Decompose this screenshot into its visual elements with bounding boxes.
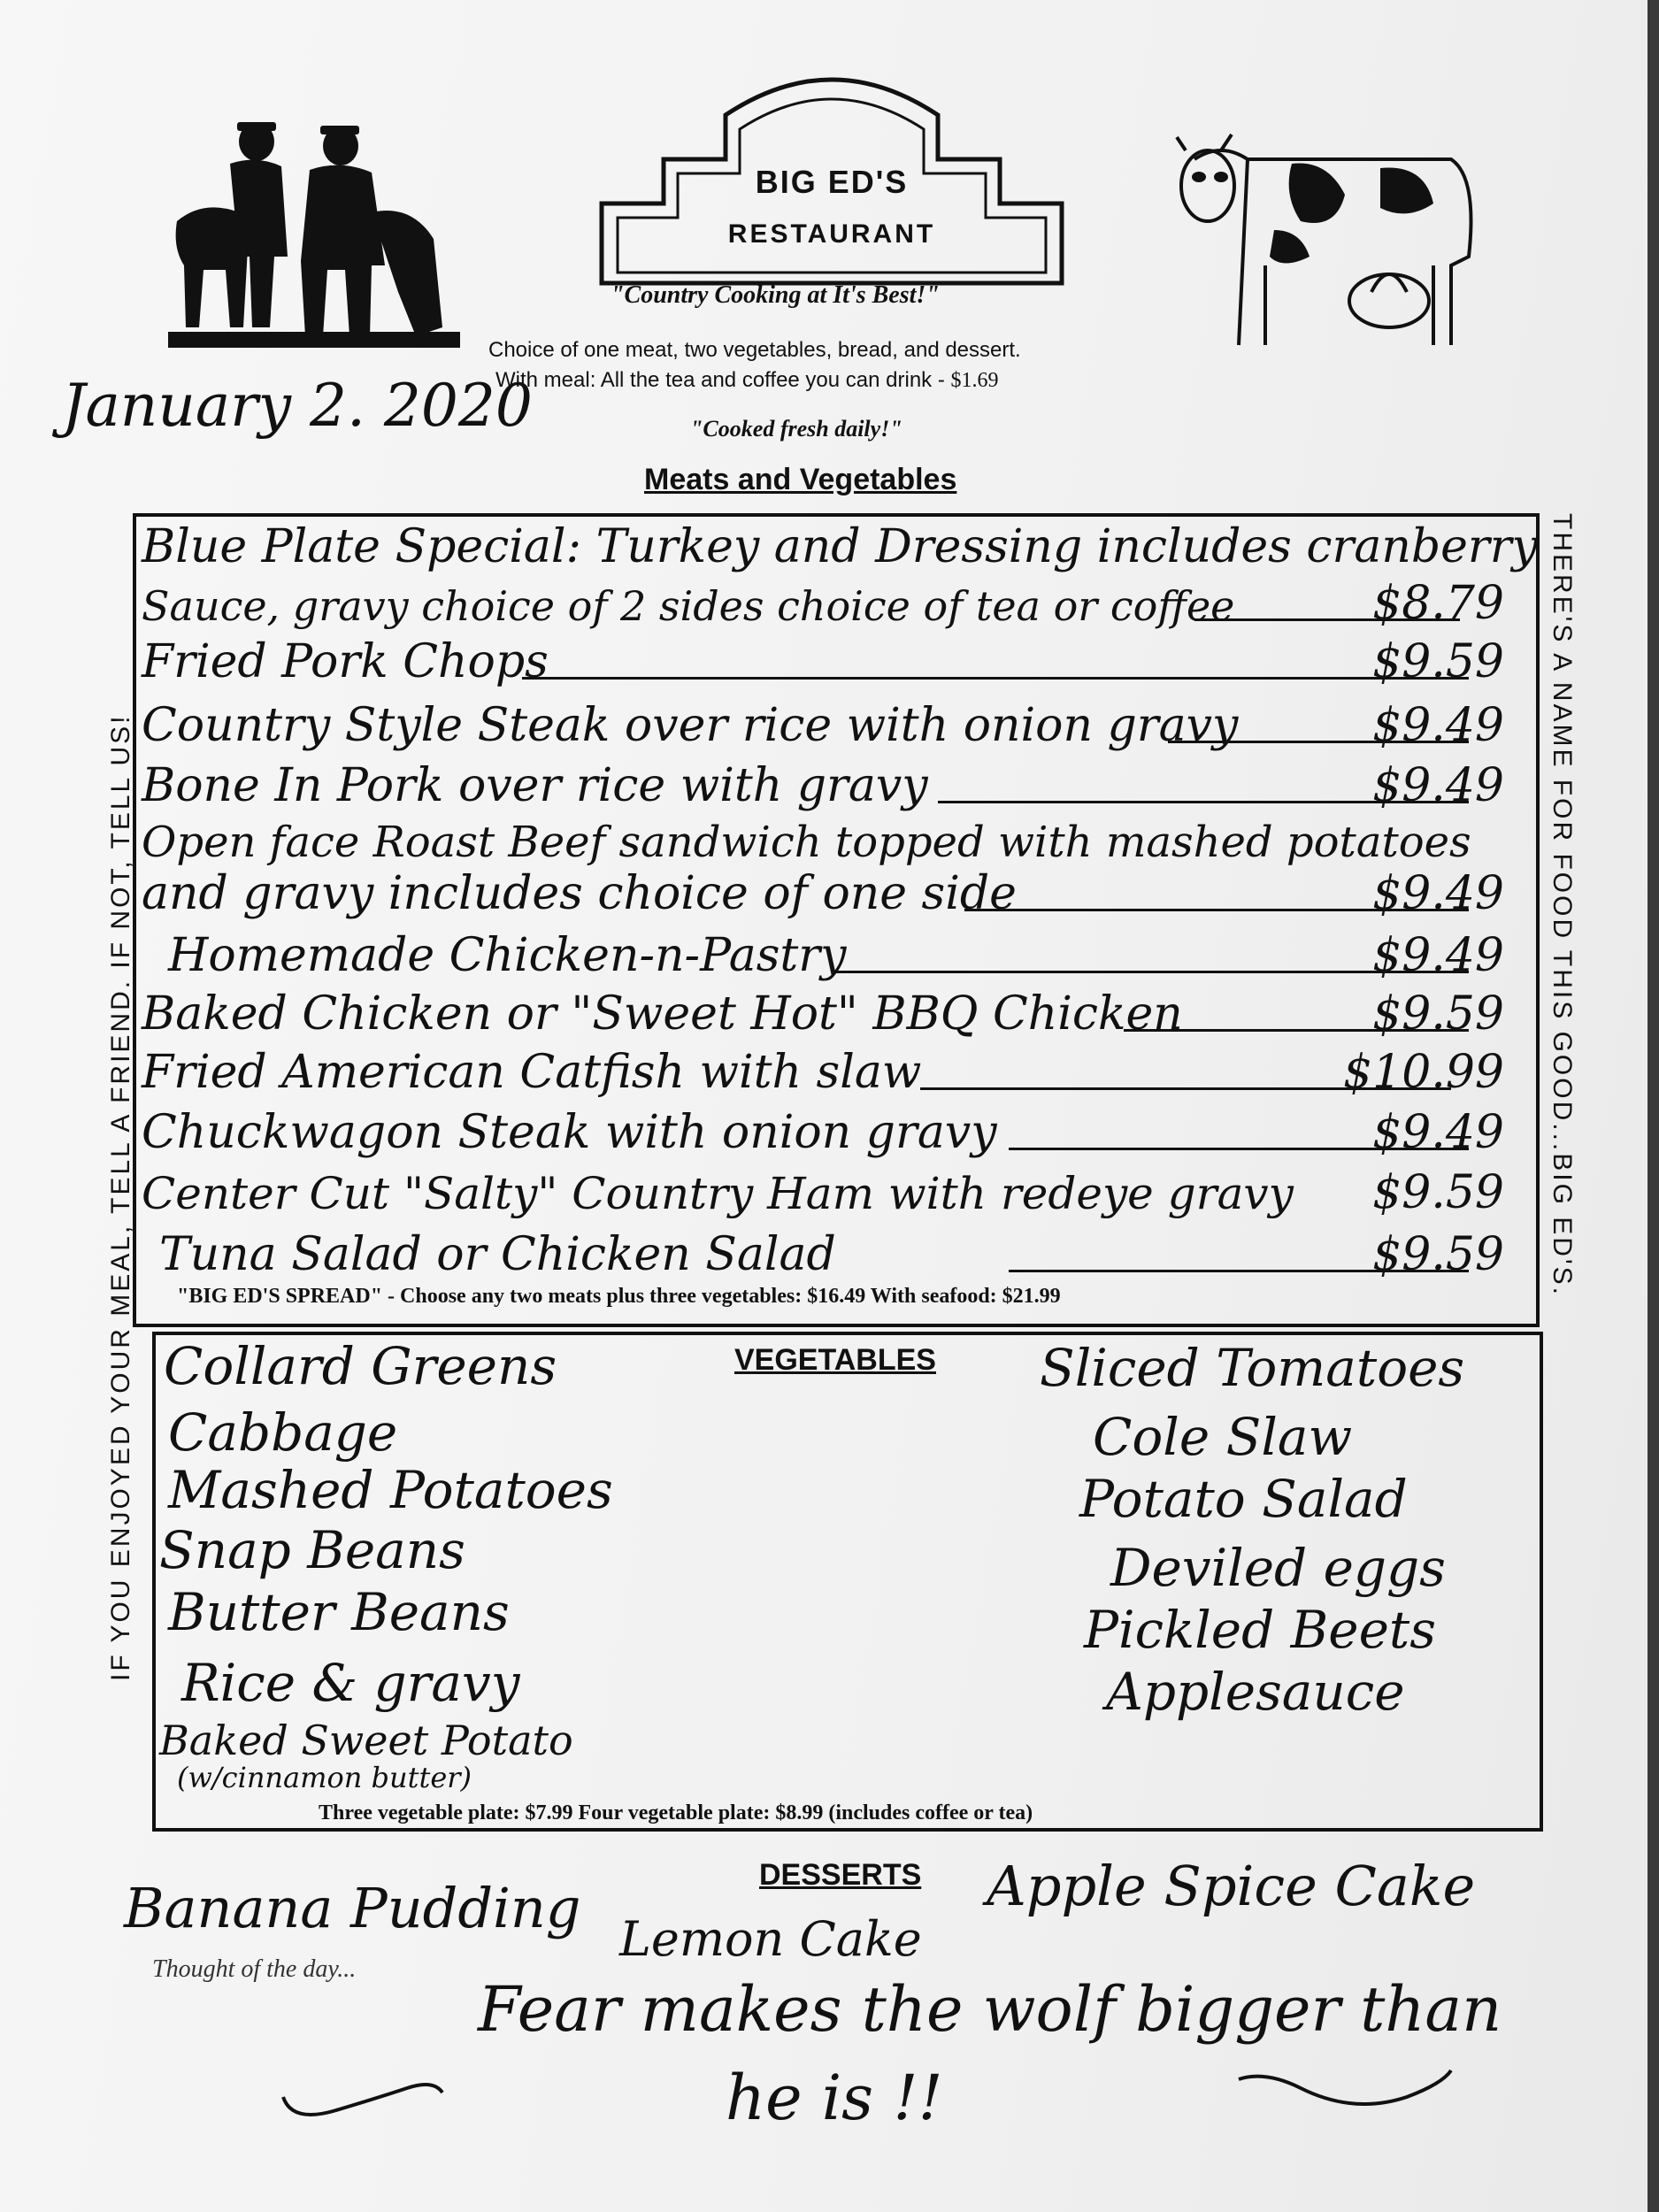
tagline: "Country Cooking at It's Best!" (611, 281, 940, 309)
big-eds-spread-note: "BIG ED'S SPREAD" - Choose any two meats plus three vegetables: $16.49 With seafood: $21.99 (177, 1285, 1061, 1308)
veg-right-item: Sliced Tomatoes (1040, 1338, 1465, 1398)
menu-item-desc: Sauce, gravy choice of 2 sides choice of tea or coffee (142, 582, 1235, 630)
veg-left-item: (w/cinnamon butter) (177, 1761, 472, 1794)
veg-right-item: Pickled Beets (1084, 1600, 1436, 1660)
dessert-item: Banana Pudding (124, 1876, 581, 1940)
menu-item (142, 759, 1504, 812)
menu-item-price: $9.59 (1372, 987, 1504, 1041)
menu-item-desc: Baked Chicken or "Sweet Hot" BBQ Chicken (142, 987, 1183, 1041)
menu-item-price: $9.59 (1372, 1166, 1504, 1219)
veg-right-item: Applesauce (1106, 1662, 1405, 1722)
flourish-right-icon (1230, 2053, 1460, 2115)
restaurant-type: RESTAURANT (727, 219, 936, 249)
menu-item (142, 577, 1504, 630)
menu-item-desc: Country Style Steak over rice with onion gravy (142, 699, 1239, 752)
menu-item-desc: Fried Pork Chops (142, 635, 549, 688)
restaurant-name: BIG ED'S (755, 164, 909, 200)
vegetable-plate-note: Three vegetable plate: $7.99 Four vegetable plate: $8.99 (includes coffee or tea) (319, 1801, 1033, 1824)
menu-item (142, 520, 1539, 573)
menu-item (142, 1046, 1504, 1099)
menu-item-desc: Center Cut "Salty" Country Ham with redeye gravy (142, 1168, 1294, 1219)
menu-item-price: $9.49 (1372, 759, 1504, 812)
menu-item-price: $9.49 (1372, 867, 1504, 920)
veg-right-item: Deviled eggs (1110, 1538, 1446, 1598)
veg-left-item: Snap Beans (159, 1520, 465, 1580)
cow-milk-icon (1168, 124, 1495, 354)
menu-item-desc: Chuckwagon Steak with onion gravy (142, 1106, 997, 1159)
choice-line: Choice of one meat, two vegetables, bread, and dessert. (488, 338, 1021, 362)
veg-right-item: Cole Slaw (1093, 1407, 1353, 1467)
meats-heading: Meats and Vegetables (644, 463, 957, 496)
dessert-item: Lemon Cake (619, 1911, 922, 1967)
menu-item (142, 867, 1504, 920)
menu-item-desc: Blue Plate Special: Turkey and Dressing includes cranberry (142, 520, 1539, 573)
handwritten-date: January 2. 2020 (62, 372, 533, 440)
menu-item (142, 987, 1504, 1041)
menu-item-price: $9.49 (1372, 929, 1504, 982)
veg-right-item: Potato Salad (1079, 1469, 1408, 1529)
menu-item (142, 1106, 1504, 1159)
leader-line (522, 677, 1469, 680)
menu-item-price: $9.49 (1372, 699, 1504, 752)
drink-text: With meal: All the tea and coffee you can drink - (495, 368, 951, 392)
menu-item-price: $9.59 (1372, 635, 1504, 688)
veg-left-item: Baked Sweet Potato (159, 1717, 573, 1764)
menu-item-price: $8.79 (1372, 577, 1504, 630)
left-side-text: IF YOU ENJOYED YOUR MEAL, TELL A FRIEND. IF NOT, TELL US! (106, 713, 135, 1681)
menu-item (142, 635, 1504, 688)
menu-item-desc: Open face Roast Beef sandwich topped with mashed potatoes (142, 818, 1471, 867)
drink-price: $1.69 (950, 369, 999, 392)
dessert-item: Apple Spice Cake (987, 1854, 1476, 1918)
menu-item-desc: Fried American Catfish with slaw (142, 1046, 922, 1099)
desserts-heading: DESSERTS (759, 1858, 922, 1892)
veg-left-item: Cabbage (168, 1402, 398, 1463)
drink-line (495, 368, 999, 393)
menu-item (142, 1228, 1504, 1281)
menu-item (142, 929, 1504, 982)
veg-left-item: Rice & gravy (181, 1653, 520, 1713)
vegetables-heading: VEGETABLES (734, 1343, 936, 1377)
menu-item (142, 814, 1504, 867)
menu-item (142, 1166, 1504, 1219)
thought-line-2: he is !! (726, 2062, 943, 2134)
restaurant-logo (584, 62, 1079, 301)
menu-item-desc: Tuna Salad or Chicken Salad (159, 1228, 836, 1281)
thought-label: Thought of the day... (152, 1955, 357, 1983)
menu-item-desc: Bone In Pork over rice with gravy (142, 759, 928, 812)
menu-item-price: $9.49 (1372, 1106, 1504, 1159)
veg-left-item: Collard Greens (164, 1336, 557, 1396)
right-side-text: THERE'S A NAME FOR FOOD THIS GOOD...BIG ED'S. (1548, 513, 1577, 1298)
veg-left-item: Butter Beans (168, 1582, 510, 1642)
veg-left-item: Mashed Potatoes (168, 1460, 613, 1520)
cooked-fresh: "Cooked fresh daily!" (690, 416, 902, 442)
menu-item-desc: and gravy includes choice of one side (142, 867, 1017, 920)
farmers-silhouette-icon (168, 115, 469, 363)
menu-item-price: $10.99 (1343, 1046, 1504, 1099)
menu-item (142, 699, 1504, 752)
flourish-left-icon (274, 2062, 451, 2124)
menu-item-price: $9.59 (1372, 1228, 1504, 1281)
menu-item-desc: Homemade Chicken-n-Pastry (168, 929, 847, 982)
thought-line-1: Fear makes the wolf bigger than (478, 1973, 1502, 2046)
